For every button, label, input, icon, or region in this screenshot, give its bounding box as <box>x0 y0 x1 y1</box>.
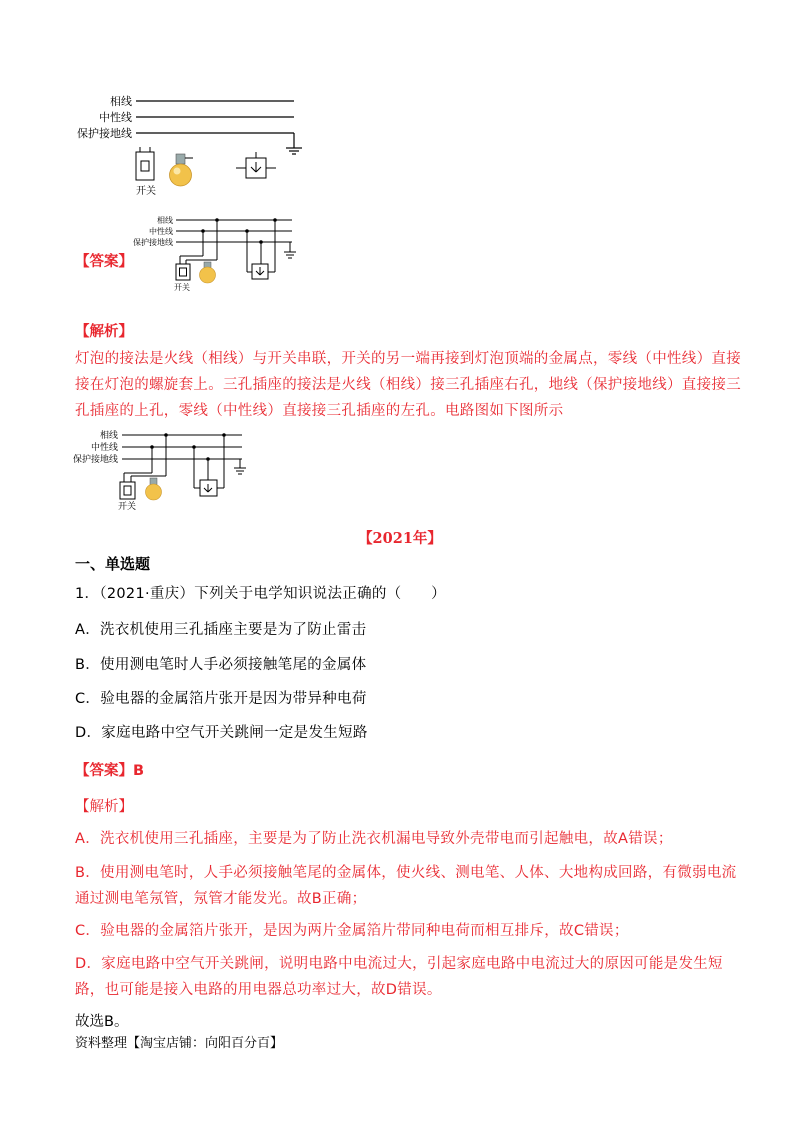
question-stem: 1．（2021·重庆）下列关于电学知识说法正确的（ ） <box>75 586 446 602</box>
answer-value: B <box>133 763 145 779</box>
analysis-tag: 【解析】 <box>75 799 133 815</box>
answer-tag: 【答案】 <box>75 763 133 779</box>
year-heading: 【2021年】 <box>358 530 442 547</box>
section-heading: 一、单选题 <box>75 555 151 573</box>
line-label-neutral: 中性线 <box>90 443 118 453</box>
analysis-option-d: D．家庭电路中空气开关跳闸，说明电路中电流过大，引起家庭电路中电流过大的原因可能是发生短路，也可能是接入电路的用电器总功率过大，故D错误。 <box>75 956 723 998</box>
conclusion: 故选B。 <box>75 1014 129 1030</box>
answer-tag: 【答案】 <box>75 254 133 270</box>
line-label-phase: 相线 <box>99 431 118 441</box>
circuit-diagram-question <box>60 92 320 202</box>
footer-source: 资料整理【淘宝店铺：向阳百分百】 <box>75 1036 284 1051</box>
option-a: A．洗衣机使用三孔插座主要是为了防止雷击 <box>75 622 367 638</box>
line-label-neutral: 中性线 <box>149 227 173 236</box>
option-d: D．家庭电路中空气开关跳闸一定是发生短路 <box>75 725 368 741</box>
analysis-tag: 【解析】 <box>75 324 133 340</box>
line-label-neutral: 中性线 <box>99 111 132 124</box>
line-label-ground: 保护接地线 <box>77 127 132 140</box>
switch-label: 开关 <box>174 283 190 292</box>
analysis-option-b: B．使用测电笔时，人手必须接触笔尾的金属体，使火线、测电笔、人体、大地构成回路，有微弱电流通过测电笔氖管，氖管才能发光。故B正确； <box>75 865 737 907</box>
analysis-text: 灯泡的接法是火线（相线）与开关串联，开关的另一端再接到灯泡顶端的金属点，零线（中性线）直接接在灯泡的螺旋套上。三孔插座的接法是火线（相线）接三孔插座右孔，地线（保护接地线）直接接三孔插座的上孔，零线（中性线）直接接三孔插座的左孔。电路图如下图所示 <box>75 351 741 419</box>
line-label-phase: 相线 <box>110 95 132 108</box>
analysis-option-a: A．洗衣机使用三孔插座，主要是为了防止洗衣机漏电导致外壳带电而引起触电，故A错误； <box>75 831 673 847</box>
circuit-diagram-answer <box>120 212 310 292</box>
line-label-phase: 相线 <box>157 216 173 225</box>
circuit-diagram-explanation <box>60 428 260 510</box>
line-label-ground: 保护接地线 <box>133 238 173 247</box>
analysis-option-c: C．验电器的金属箔片张开，是因为两片金属箔片带同种电荷而相互排斥，故C错误； <box>75 923 629 939</box>
option-c: C．验电器的金属箔片张开是因为带异种电荷 <box>75 691 367 707</box>
line-label-ground: 保护接地线 <box>72 455 118 465</box>
option-b: B．使用测电笔时人手必须接触笔尾的金属体 <box>75 657 367 673</box>
switch-label: 开关 <box>136 186 156 197</box>
answer-line <box>75 759 144 780</box>
switch-label: 开关 <box>118 502 137 510</box>
